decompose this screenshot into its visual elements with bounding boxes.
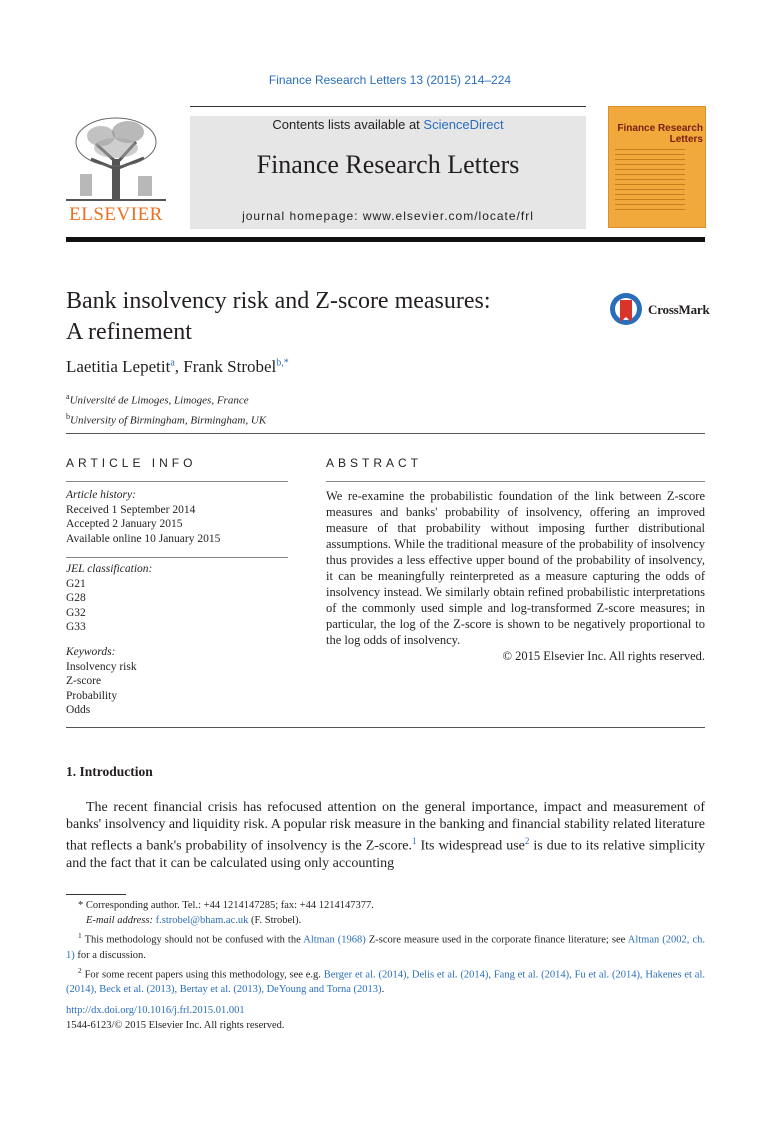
history-online: Available online 10 January 2015: [66, 532, 221, 545]
elsevier-tree-icon: [66, 114, 166, 204]
cover-title: Finance Research Letters: [617, 123, 703, 145]
journal-name: Finance Research Letters: [256, 150, 520, 179]
footnote-2: [66, 963, 705, 998]
journal-cover: [608, 106, 706, 228]
citation-link[interactable]: Altman (2002, ch. 1): [66, 934, 705, 961]
citation-link[interactable]: Altman (1968): [303, 934, 366, 946]
article-info-rule: [66, 481, 288, 482]
jel-code: G32: [66, 606, 86, 619]
abstract-heading: ABSTRACT: [326, 456, 423, 470]
homepage-url[interactable]: www.elsevier.com/locate/frl: [362, 209, 534, 223]
footnote-email: [66, 913, 705, 928]
journal-reference[interactable]: Finance Research Letters 13 (2015) 214–224: [268, 73, 512, 87]
homepage-prefix: journal homepage:: [242, 209, 363, 223]
footnote-1: [66, 928, 705, 963]
history-rule: [66, 557, 288, 558]
footnotes: [66, 898, 705, 997]
introduction-paragraph: [66, 799, 705, 872]
affiliation-rule: [66, 433, 705, 434]
history-label: Article history:: [66, 489, 136, 501]
article-title: [66, 286, 586, 348]
footnote-ref-2[interactable]: 2: [524, 836, 530, 846]
footnote-text: .: [381, 984, 385, 995]
abstract-rule: [326, 481, 705, 482]
email-suffix: (F. Strobel).: [248, 915, 302, 926]
author-affiliation-mark[interactable]: a: [170, 357, 175, 369]
affiliation-mark: b: [66, 411, 70, 421]
footnote-mark: 1: [78, 931, 82, 940]
header-top-rule: [190, 106, 586, 107]
abstract-paragraph: We re-examine the probabilistic foundation of the link between Z-score measures and banks' probability of insolvency, offering an improved measure of that probability without imposing further distributional assumptions. While the traditional measure of the probability of insolvency thus provides a less effective upper bound of the probability of insolvency, it can be meaningfully reinterpreted as a measure capturing the odds of insolvency instead. We similarly obtain refined probabilistic interpretations of the commonly used simple and log-transformed Z-score measures; in particular, the log of the Z-score is shown to be negatively proportional to the log odds of insolvency.: [326, 489, 705, 647]
email-link[interactable]: f.strobel@bham.ac.uk: [155, 915, 249, 926]
issn-copyright: 1544-6123/© 2015 Elsevier Inc. All rights reserved.: [66, 1020, 285, 1031]
footnote-mark: 2: [78, 965, 82, 975]
crossmark-button[interactable]: [609, 292, 709, 332]
author-list: [66, 357, 289, 377]
abstract-copyright: © 2015 Elsevier Inc. All rights reserved.: [502, 649, 705, 663]
title-line-1: Bank insolvency risk and Z-score measures:: [66, 288, 491, 314]
keyword: Insolvency risk: [66, 660, 137, 673]
footnote-text: Corresponding author. Tel.: +44 1214147285; fax: +44 1214147377.: [85, 900, 374, 911]
intro-text-part: is due to its relative simplicity and the fact that it can be calculated using only accounting: [66, 838, 705, 871]
jel-label: JEL classification:: [66, 563, 153, 575]
keywords: [66, 645, 288, 718]
keywords-label: Keywords:: [66, 646, 116, 658]
author-name: Frank Strobel: [183, 357, 277, 376]
intro-text-part: The recent financial crisis has refocused attention on the general importance, impact and measurement of banks' insolvency and liquidity risk. A popular risk measure in the banking and financial stability related literature that reflects a bank's probability of insolvency is the Z-score.: [66, 800, 705, 854]
jel-code: G33: [66, 621, 86, 633]
cover-text-lines: [615, 149, 685, 214]
footnote-text: for a discussion.: [74, 949, 146, 961]
elsevier-logo: [66, 114, 166, 226]
affiliation-mark: a: [66, 392, 70, 401]
intro-text-part: Its widespread use: [416, 838, 525, 854]
affiliations: [66, 389, 266, 428]
jel-classification: [66, 562, 288, 635]
affiliation-text: Université de Limoges, Limoges, France: [69, 394, 249, 407]
email-label: E-mail address:: [86, 915, 153, 926]
keyword: Probability: [66, 689, 118, 702]
footnote-text: For some recent papers using this methodology, see e.g.: [84, 969, 324, 980]
journal-banner: [190, 116, 586, 229]
footnote-ref-1[interactable]: 1: [411, 836, 417, 846]
crossmark-icon: [609, 292, 643, 326]
title-line-2: A refinement: [66, 319, 192, 345]
history-received: Received 1 September 2014: [66, 503, 196, 516]
contents-line: [190, 117, 586, 132]
doi-block: [66, 1003, 285, 1033]
elsevier-wordmark: ELSEVIER: [69, 204, 163, 225]
keyword: Z-score: [66, 675, 102, 687]
contents-prefix: Contents lists available at: [272, 117, 424, 132]
jel-code: G21: [66, 577, 86, 590]
footnote-rule: [66, 894, 126, 895]
front-matter-rule: [66, 727, 705, 728]
abstract-body: [326, 488, 705, 664]
article-info-heading: ARTICLE INFO: [66, 456, 197, 470]
footnote-text: Z-score measure used in the corporate finance literature; see: [365, 934, 628, 946]
author-name: Laetitia Lepetit: [66, 357, 171, 376]
section-heading-introduction: 1. Introduction: [66, 764, 153, 779]
footnote-text: This methodology should not be confused with the: [84, 934, 304, 946]
footnote-corresponding: [66, 898, 705, 913]
jel-code: G28: [66, 592, 86, 604]
article-history: [66, 488, 288, 546]
footnote-mark: *: [78, 900, 84, 911]
affiliation-item: [66, 389, 266, 409]
author-separator: ,: [174, 357, 184, 376]
citation-links[interactable]: Berger et al. (2014), Delis et al. (2014), Fang et al. (2014), Fu et al. (2014), Hakenes et al. (2014), Beck et al. (2013), Bertay et al. (2013), DeYoung and Torna (2013): [66, 969, 706, 995]
doi-link[interactable]: http://dx.doi.org/10.1016/j.frl.2015.01.001: [66, 1005, 245, 1016]
affiliation-text: University of Birmingham, Birmingham, UK: [70, 414, 267, 427]
header-thick-rule: [66, 237, 705, 242]
crossmark-label: CrossMark: [648, 302, 710, 317]
history-accepted: Accepted 2 January 2015: [66, 518, 183, 530]
keyword: Odds: [66, 704, 91, 716]
affiliation-item: [66, 409, 266, 429]
sciencedirect-link[interactable]: ScienceDirect: [423, 117, 504, 132]
journal-homepage: [190, 209, 586, 223]
author-affiliation-mark[interactable]: b,*: [276, 357, 289, 369]
